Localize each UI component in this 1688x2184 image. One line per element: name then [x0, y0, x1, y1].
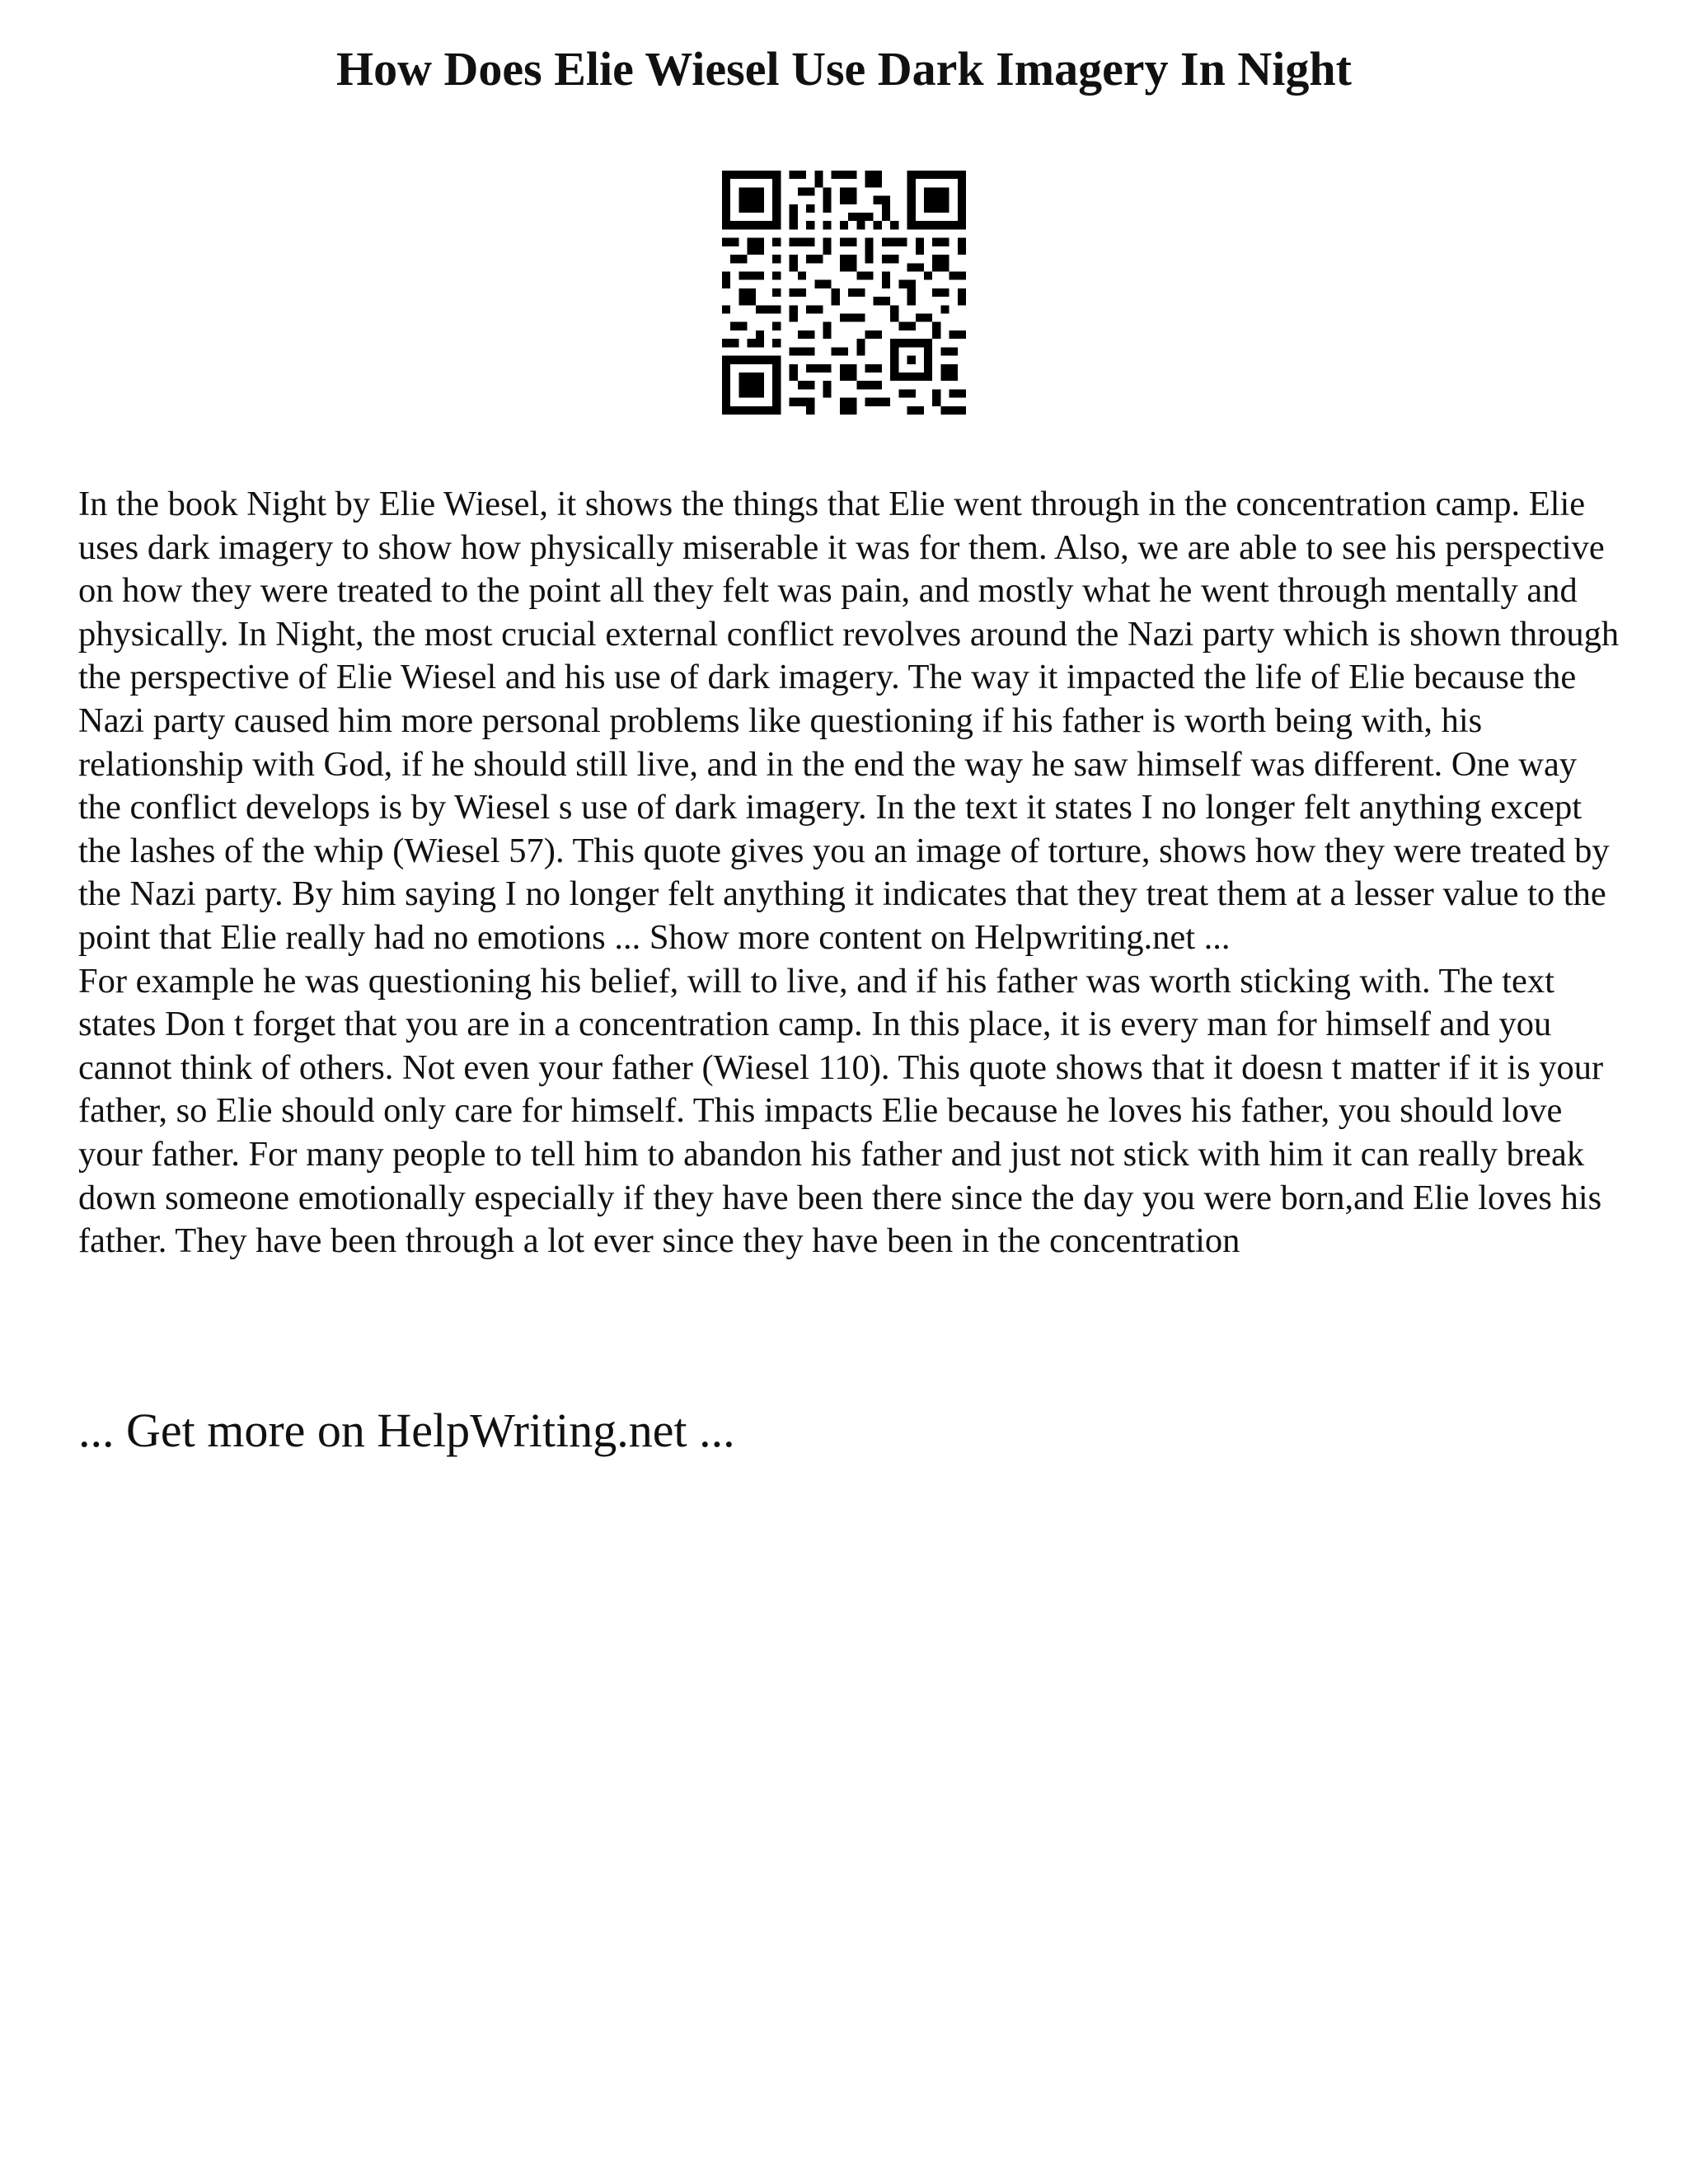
body-text: [78, 483, 1620, 1263]
paragraph-1: In the book Night by Elie Wiesel, it shows the things that Elie went through in the concentration camp. Elie uses dark imagery to show how physically miserable it was for them. Also, we are able to see his perspective on how they were treated to the point all they felt was pain, and mostly what he went through mentally and physically. In Night, the most crucial external conflict revolves around the Nazi party which is shown through the perspective of Elie Wiesel and his use of dark imagery. The way it impacted the life of Elie because the Nazi party caused him more personal problems like questioning if his father is worth being with, his relationship with God, if he should still live, and in the end the way he saw himself was different. One way the conflict develops is by Wiesel s use of dark imagery. In the text it states I no longer felt anything except the lashes of the whip (Wiesel 57). This quote gives you an image of torture, shows how they were treated by the Nazi party. By him saying I no longer felt anything it indicates that they treat them at a lesser value to the point that Elie really had no emotions ... Show more content on Helpwriting.net ...: [78, 485, 1620, 957]
qr-code-icon: [722, 171, 966, 415]
get-more-link[interactable]: ... Get more on HelpWriting.net ...: [78, 1404, 735, 1457]
document-title: How Does Elie Wiesel Use Dark Imagery In Night: [336, 42, 1352, 96]
paragraph-2: For example he was questioning his belief, will to live, and if his father was worth sticking with. The text states Don t forget that you are in a concentration camp. In this place, it is every man for himself and you cannot think of others. Not even your father (Wiesel 110). This quote shows that it doesn t matter if it is your father, so Elie should only care for himself. This impacts Elie because he loves his father, you should love your father. For many people to tell him to abandon his father and just not stick with him it can really break down someone emotionally especially if they have been there since the day you were born,and Elie loves his father. They have been through a lot ever since they have been in the concentration: [78, 961, 1604, 1261]
